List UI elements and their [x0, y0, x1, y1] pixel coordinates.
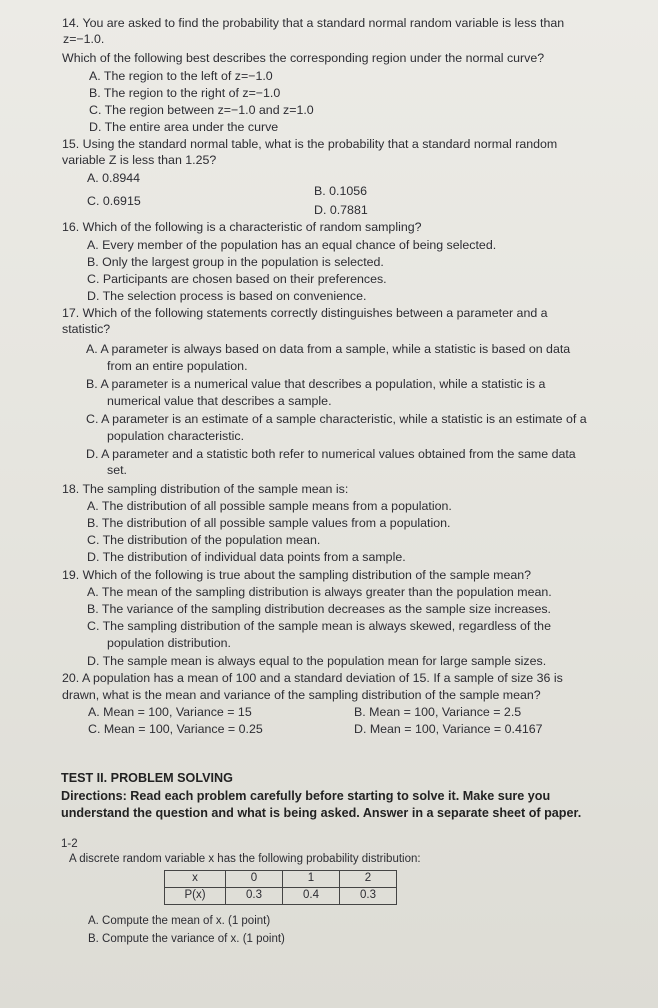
q17-stem-line1: 17. Which of the following statements correctly distinguishes between a parameter and a [62, 306, 548, 320]
q14-stem-line1: 14. You are asked to find the probability that a standard normal random variable is less than [62, 16, 565, 30]
q17-option-b-line2: numerical value that describes a sample. [107, 394, 332, 408]
q19-option-c-line1: C. The sampling distribution of the sample mean is always skewed, regardless of the [87, 619, 551, 633]
q14-option-c: C. The region between z=−1.0 and z=1.0 [89, 103, 314, 117]
q18-option-c: C. The distribution of the population mean. [87, 533, 321, 547]
q14-stem-line3: Which of the following best describes the corresponding region under the normal curve? [62, 51, 545, 65]
q20-option-b: B. Mean = 100, Variance = 2.5 [354, 705, 522, 719]
q14-option-b: B. The region to the right of z=−1.0 [89, 86, 281, 100]
table-cell: 2 [340, 871, 397, 888]
q19-option-b: B. The variance of the sampling distribution decreases as the sample size increases. [87, 602, 551, 616]
table-cell: P(x) [165, 888, 226, 905]
q15-option-a: A. 0.8944 [87, 171, 141, 185]
test2-problem-intro: A discrete random variable x has the following probability distribution: [69, 853, 421, 865]
q20-option-c: C. Mean = 100, Variance = 0.25 [88, 722, 263, 736]
q17-option-a-line1: A. A parameter is always based on data from a sample, while a statistic is based on data [86, 342, 571, 356]
table-cell: 1 [283, 871, 340, 888]
q17-option-c-line1: C. A parameter is an estimate of a sample characteristic, while a statistic is an estimate of a [86, 412, 587, 426]
q16-option-c: C. Participants are chosen based on their preferences. [87, 272, 387, 286]
q18-option-b: B. The distribution of all possible sample values from a population. [87, 516, 451, 530]
test2-item-range: 1-2 [61, 838, 78, 850]
q17-option-d-line2: set. [107, 463, 127, 477]
table-cell: 0.3 [226, 888, 283, 905]
q17-stem-line2: statistic? [62, 322, 111, 336]
q16-option-d: D. The selection process is based on convenience. [87, 289, 367, 303]
q16-stem: 16. Which of the following is a characteristic of random sampling? [62, 220, 422, 234]
table-cell: 0.4 [283, 888, 340, 905]
table-cell: x [165, 871, 226, 888]
q16-option-a: A. Every member of the population has an equal chance of being selected. [87, 238, 497, 252]
probability-distribution-table [164, 870, 397, 905]
q15-option-b: B. 0.1056 [314, 184, 368, 198]
q17-option-b-line1: B. A parameter is a numerical value that describes a population, while a statistic is a [86, 377, 546, 391]
q14-option-d: D. The entire area under the curve [89, 120, 279, 134]
table-row [165, 871, 397, 888]
q18-option-d: D. The distribution of individual data points from a sample. [87, 550, 406, 564]
test2-part-a: A. Compute the mean of x. (1 point) [88, 915, 271, 927]
q17-option-d-line1: D. A parameter and a statistic both refer to numerical values obtained from the same data [86, 447, 576, 461]
q17-option-c-line2: population characteristic. [107, 429, 245, 443]
q19-stem: 19. Which of the following is true about the sampling distribution of the sample mean? [62, 568, 532, 582]
q19-option-a: A. The mean of the sampling distribution is always greater than the population mean. [87, 585, 552, 599]
test2-heading: TEST II. PROBLEM SOLVING [61, 771, 233, 785]
test2-directions-line2: understand the question and what is being asked. Answer in a separate sheet of paper. [61, 806, 582, 820]
q15-stem-line1: 15. Using the standard normal table, what is the probability that a standard normal random [62, 137, 558, 151]
test2-directions-line1: Directions: Read each problem carefully before starting to solve it. Make sure you [61, 789, 551, 803]
q19-option-d: D. The sample mean is always equal to the population mean for large sample sizes. [87, 654, 547, 668]
q15-option-d: D. 0.7881 [314, 203, 368, 217]
q15-stem-line2: variable Z is less than 1.25? [62, 153, 217, 167]
q20-stem-line2: drawn, what is the mean and variance of the sampling distribution of the sample mean? [62, 688, 541, 702]
q16-option-b: B. Only the largest group in the population is selected. [87, 255, 384, 269]
q20-option-d: D. Mean = 100, Variance = 0.4167 [354, 722, 543, 736]
q19-option-c-line2: population distribution. [107, 636, 231, 650]
q15-option-c: C. 0.6915 [87, 194, 141, 208]
test2-part-b: B. Compute the variance of x. (1 point) [88, 933, 285, 945]
table-cell: 0.3 [340, 888, 397, 905]
q14-option-a: A. The region to the left of z=−1.0 [89, 69, 273, 83]
q14-stem-line2: z=−1.0. [63, 32, 105, 46]
q18-stem: 18. The sampling distribution of the sample mean is: [62, 482, 349, 496]
q20-option-a: A. Mean = 100, Variance = 15 [88, 705, 252, 719]
q18-option-a: A. The distribution of all possible sample means from a population. [87, 499, 452, 513]
table-row [165, 888, 397, 905]
q20-stem-line1: 20. A population has a mean of 100 and a standard deviation of 15. If a sample of size 36 is [62, 671, 563, 685]
table-cell: 0 [226, 871, 283, 888]
q17-option-a-line2: from an entire population. [107, 359, 248, 373]
